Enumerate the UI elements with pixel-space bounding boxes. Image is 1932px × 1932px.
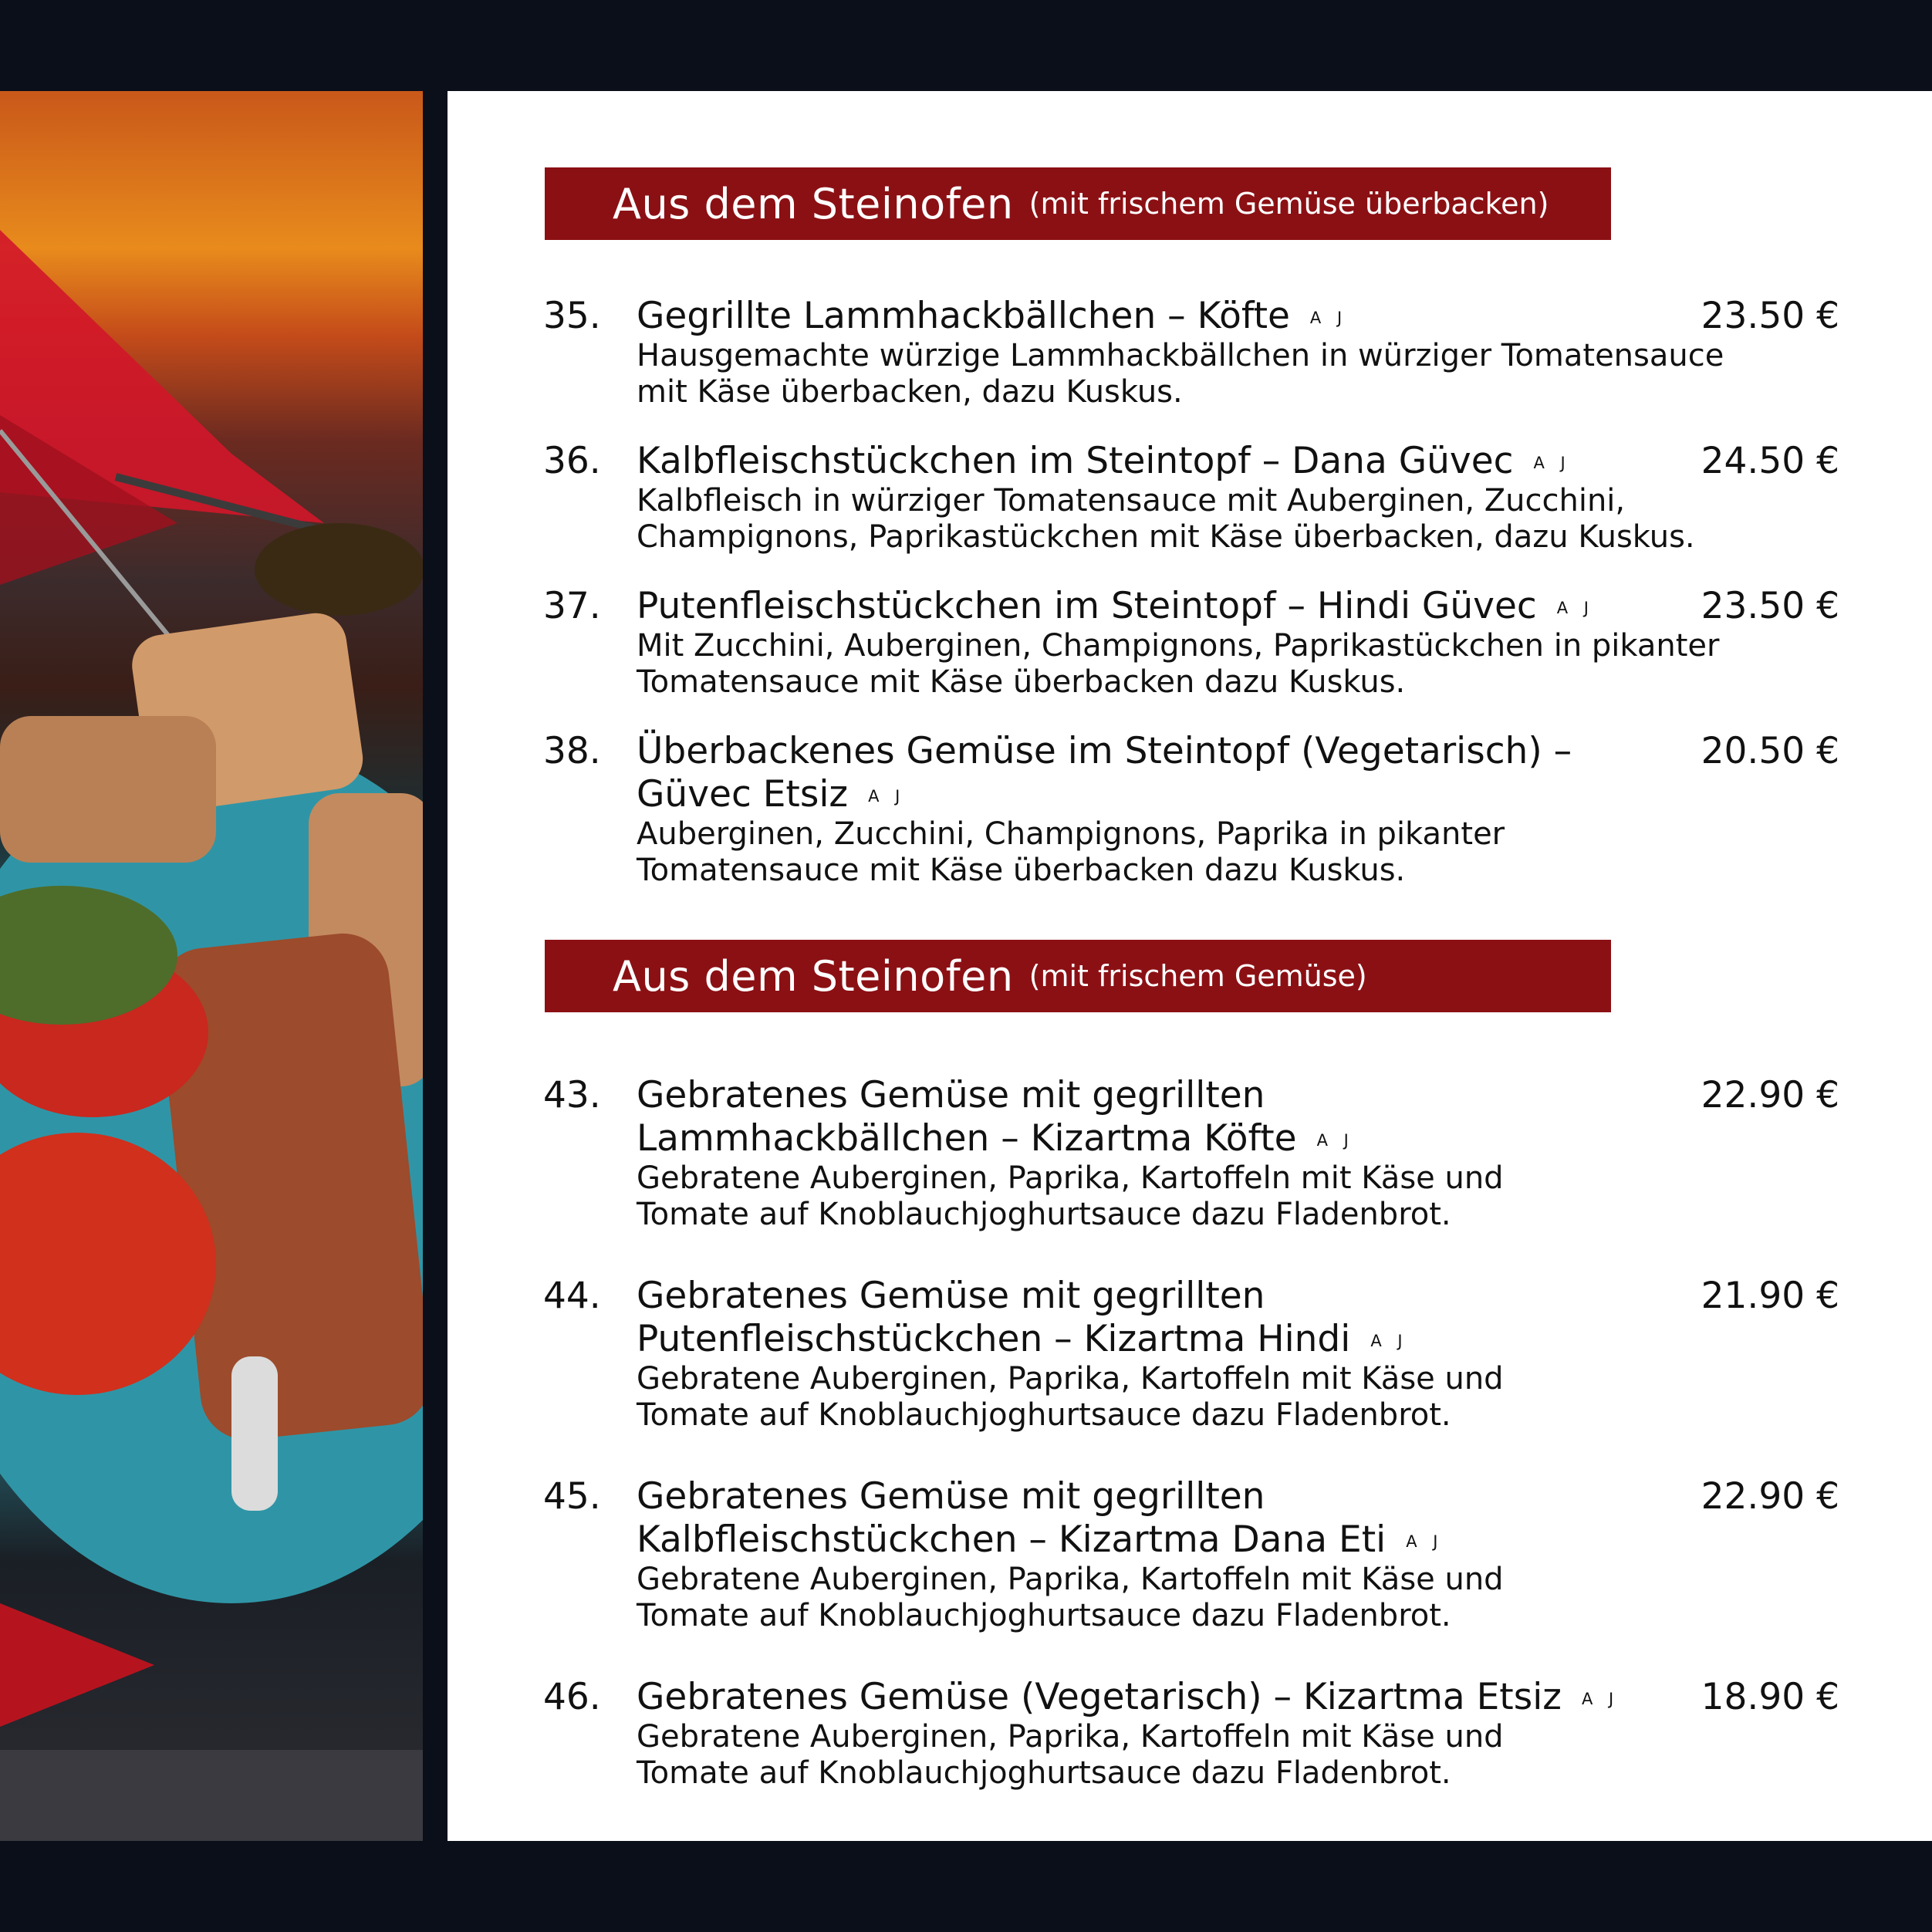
item-description: Gebratene Auberginen, Paprika, Kartoffeln mit Käse und Tomate auf Knoblauchjoghurtsauce dazu Fladenbrot. [637,1562,1504,1633]
allergen-codes: A J [1316,1131,1354,1150]
section-header-steinofen-gemuese [545,940,1611,1012]
item-price: 23.50 € [1701,585,1839,627]
item-number: 44. [543,1275,601,1317]
item-description: Gebratene Auberginen, Paprika, Kartoffeln mit Käse und Tomate auf Knoblauchjoghurtsauce dazu Fladenbrot. [637,1160,1504,1232]
section-subtitle: (mit frischem Gemüse überbacken) [1028,187,1549,221]
item-description: Gebratene Auberginen, Paprika, Kartoffeln mit Käse und Tomate auf Knoblauchjoghurtsauce dazu Fladenbrot. [637,1719,1504,1791]
item-price: 20.50 € [1701,730,1839,772]
item-name: Gegrillte Lammhackbällchen – Köfte A J [637,295,1348,337]
item-description: Kalbfleisch in würziger Tomatensauce mit Auberginen, Zucchini, Champignons, Paprikastückchen mit Käse überbacken, dazu Kuskus. [637,483,1695,555]
allergen-codes: A J [868,787,906,806]
allergen-codes: A J [1309,309,1348,327]
section-header-steinofen-ueberbacken [545,167,1611,240]
item-number: 43. [543,1074,601,1116]
item-name: Gebratenes Gemüse mit gegrillten Kalbfleischstückchen – Kizartma Dana Eti A J [637,1475,1444,1561]
item-number: 36. [543,440,601,482]
allergen-codes: A J [1556,599,1594,617]
item-name: Gebratenes Gemüse mit gegrillten Lammhackbällchen – Kizartma Köfte A J [637,1074,1354,1160]
item-price: 22.90 € [1701,1074,1839,1116]
item-name: Kalbfleischstückchen im Steintopf – Dana Güvec A J [637,440,1571,482]
item-price: 24.50 € [1701,440,1839,482]
item-name: Überbackenes Gemüse im Steintopf (Vegetarisch) – Güvec Etsiz A J [637,730,1572,816]
item-number: 45. [543,1475,601,1518]
item-description: Hausgemachte würzige Lammhackbällchen in würziger Tomatensauce mit Käse überbacken, dazu Kuskus. [637,338,1724,410]
allergen-codes: A J [1533,454,1571,472]
section-subtitle: (mit frischem Gemüse) [1028,959,1367,993]
item-name: Gebratenes Gemüse mit gegrillten Putenfleischstückchen – Kizartma Hindi A J [637,1275,1408,1360]
item-price: 22.90 € [1701,1475,1839,1518]
item-price: 18.90 € [1701,1676,1839,1718]
item-number: 46. [543,1676,601,1718]
item-price: 21.90 € [1701,1275,1839,1317]
item-description: Mit Zucchini, Auberginen, Champignons, Paprikastückchen in pikanter Tomatensauce mit Käse überbacken dazu Kuskus. [637,628,1720,700]
allergen-codes: A J [1370,1332,1408,1350]
food-photo [0,91,423,1841]
section-title: Aus dem Steinofen [613,951,1014,1001]
allergen-codes: A J [1406,1532,1444,1551]
item-name: Gebratenes Gemüse (Vegetarisch) – Kizartma Etsiz A J [637,1676,1620,1718]
item-number: 35. [543,295,601,337]
allergen-codes: A J [1581,1690,1620,1708]
item-number: 38. [543,730,601,772]
section-title: Aus dem Steinofen [613,179,1014,228]
item-name: Putenfleischstückchen im Steintopf – Hindi Güvec A J [637,585,1594,627]
item-description: Auberginen, Zucchini, Champignons, Paprika in pikanter Tomatensauce mit Käse überbacken dazu Kuskus. [637,816,1505,888]
item-number: 37. [543,585,601,627]
item-description: Gebratene Auberginen, Paprika, Kartoffeln mit Käse und Tomate auf Knoblauchjoghurtsauce dazu Fladenbrot. [637,1361,1504,1433]
item-price: 23.50 € [1701,295,1839,337]
